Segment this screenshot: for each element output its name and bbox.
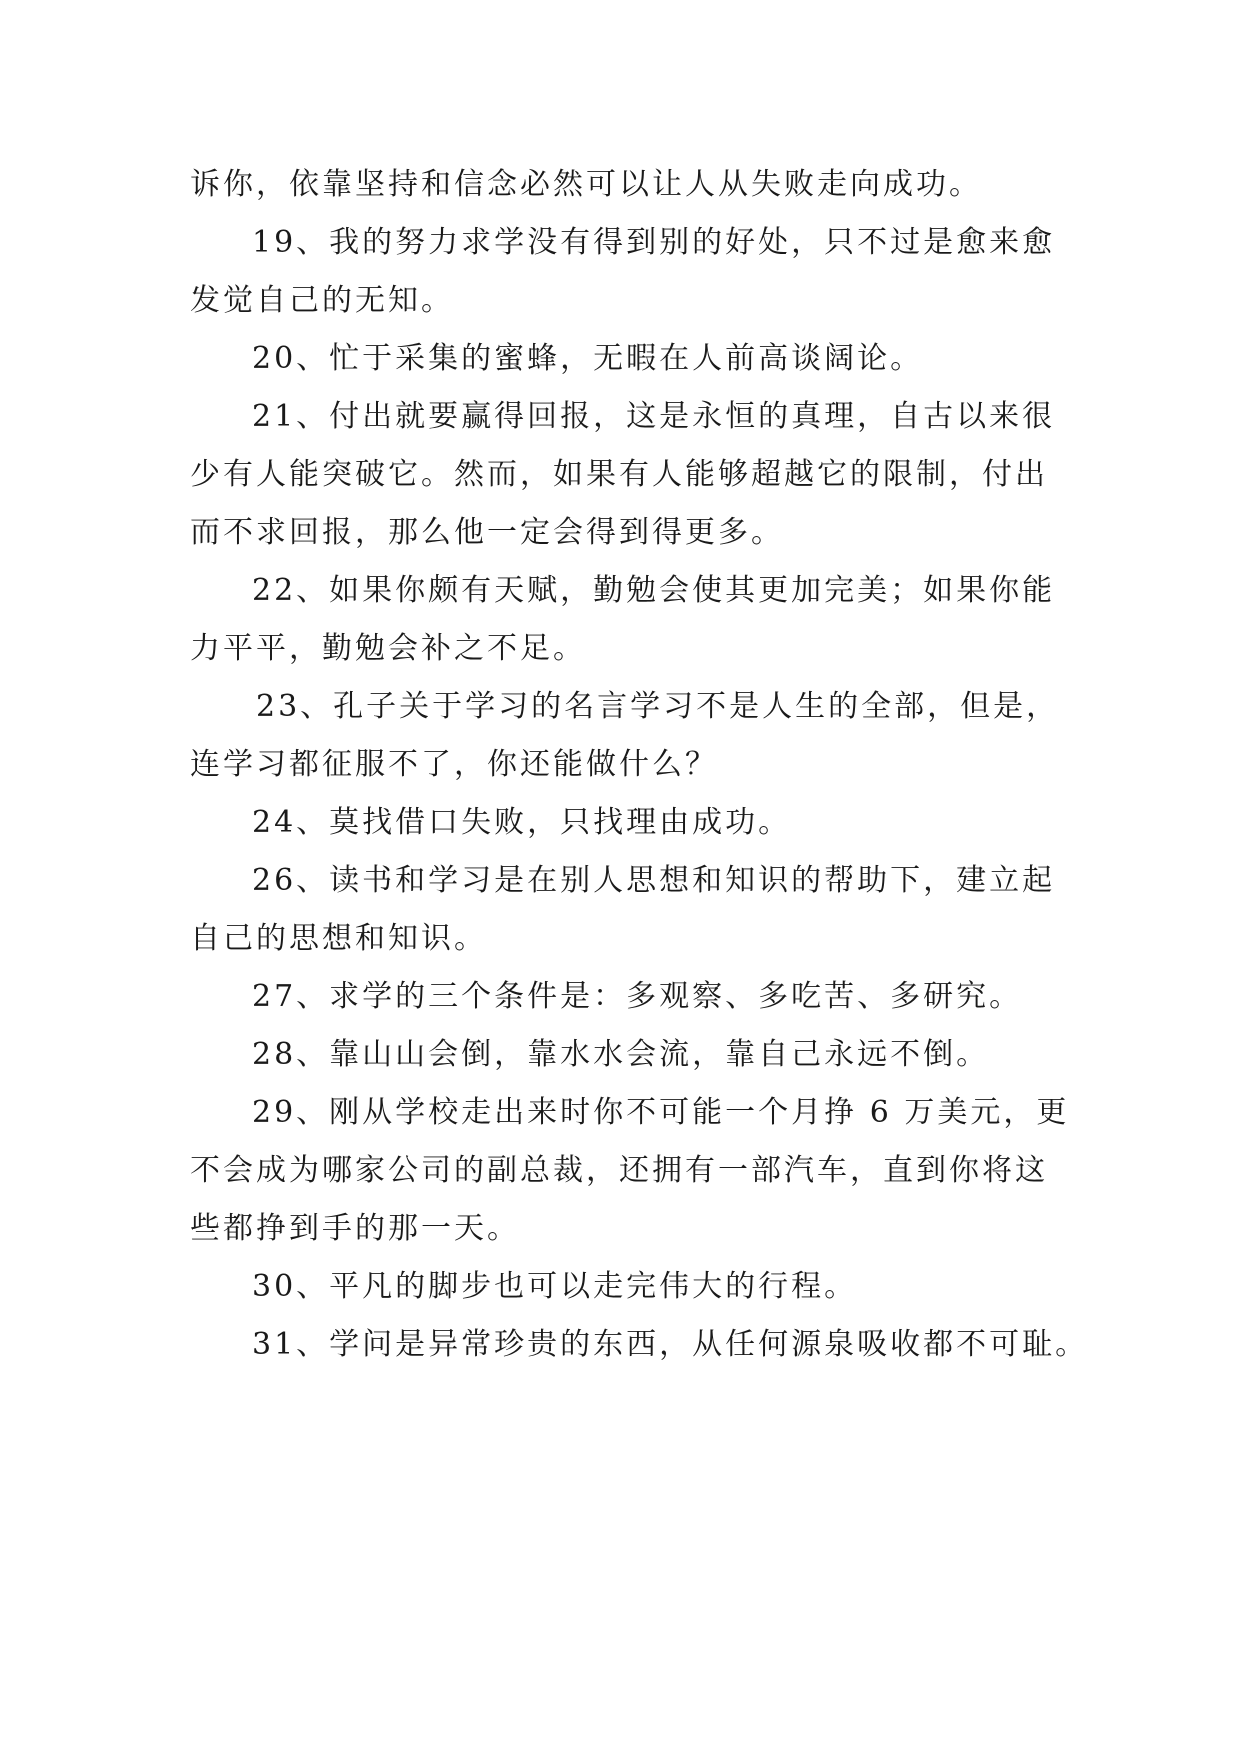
quote-27: 27、求学的三个条件是：多观察、多吃苦、多研究。 (252, 979, 1023, 1014)
quote-26-line-2: 自己的思想和知识。 (190, 921, 487, 956)
quote-31: 31、学问是异常珍贵的东西，从任何源泉吸收都不可耻。 (252, 1327, 1089, 1362)
quote-21-line-3: 而不求回报，那么他一定会得到得更多。 (190, 515, 784, 550)
quote-24: 24、莫找借口失败，只找理由成功。 (252, 805, 792, 840)
quote-22-line-1: 22、如果你颇有天赋，勤勉会使其更加完美；如果你能 (252, 573, 1056, 608)
quote-20: 20、忙于采集的蜜蜂，无暇在人前高谈阔论。 (252, 341, 924, 376)
quote-30: 30、平凡的脚步也可以走完伟大的行程。 (252, 1269, 858, 1304)
quote-29-line-1: 29、刚从学校走出来时你不可能一个月挣 6 万美元，更 (252, 1095, 1070, 1130)
quote-28: 28、靠山山会倒，靠水水会流，靠自己永远不倒。 (252, 1037, 990, 1072)
text-line: 诉你，依靠坚持和信念必然可以让人从失败走向成功。 (190, 167, 982, 202)
quote-23-line-2: 连学习都征服不了，你还能做什么？ (190, 747, 718, 782)
quote-26-line-1: 26、读书和学习是在别人思想和知识的帮助下，建立起 (252, 863, 1056, 898)
quote-22-line-2: 力平平，勤勉会补之不足。 (190, 631, 586, 666)
quote-21-line-1: 21、付出就要赢得回报，这是永恒的真理，自古以来很 (252, 399, 1056, 434)
quote-23-line-1: 23、孔子关于学习的名言学习不是人生的全部，但是， (256, 689, 1060, 724)
quote-29-line-3: 些都挣到手的那一天。 (190, 1211, 520, 1246)
document-body (190, 156, 1089, 1374)
quote-19-line-2: 发觉自己的无知。 (190, 283, 454, 318)
quote-21-line-2: 少有人能突破它。然而，如果有人能够超越它的限制，付出 (190, 457, 1048, 492)
quote-29-line-2: 不会成为哪家公司的副总裁，还拥有一部汽车，直到你将这 (190, 1153, 1048, 1188)
quote-19-line-1: 19、我的努力求学没有得到别的好处，只不过是愈来愈 (252, 225, 1056, 260)
